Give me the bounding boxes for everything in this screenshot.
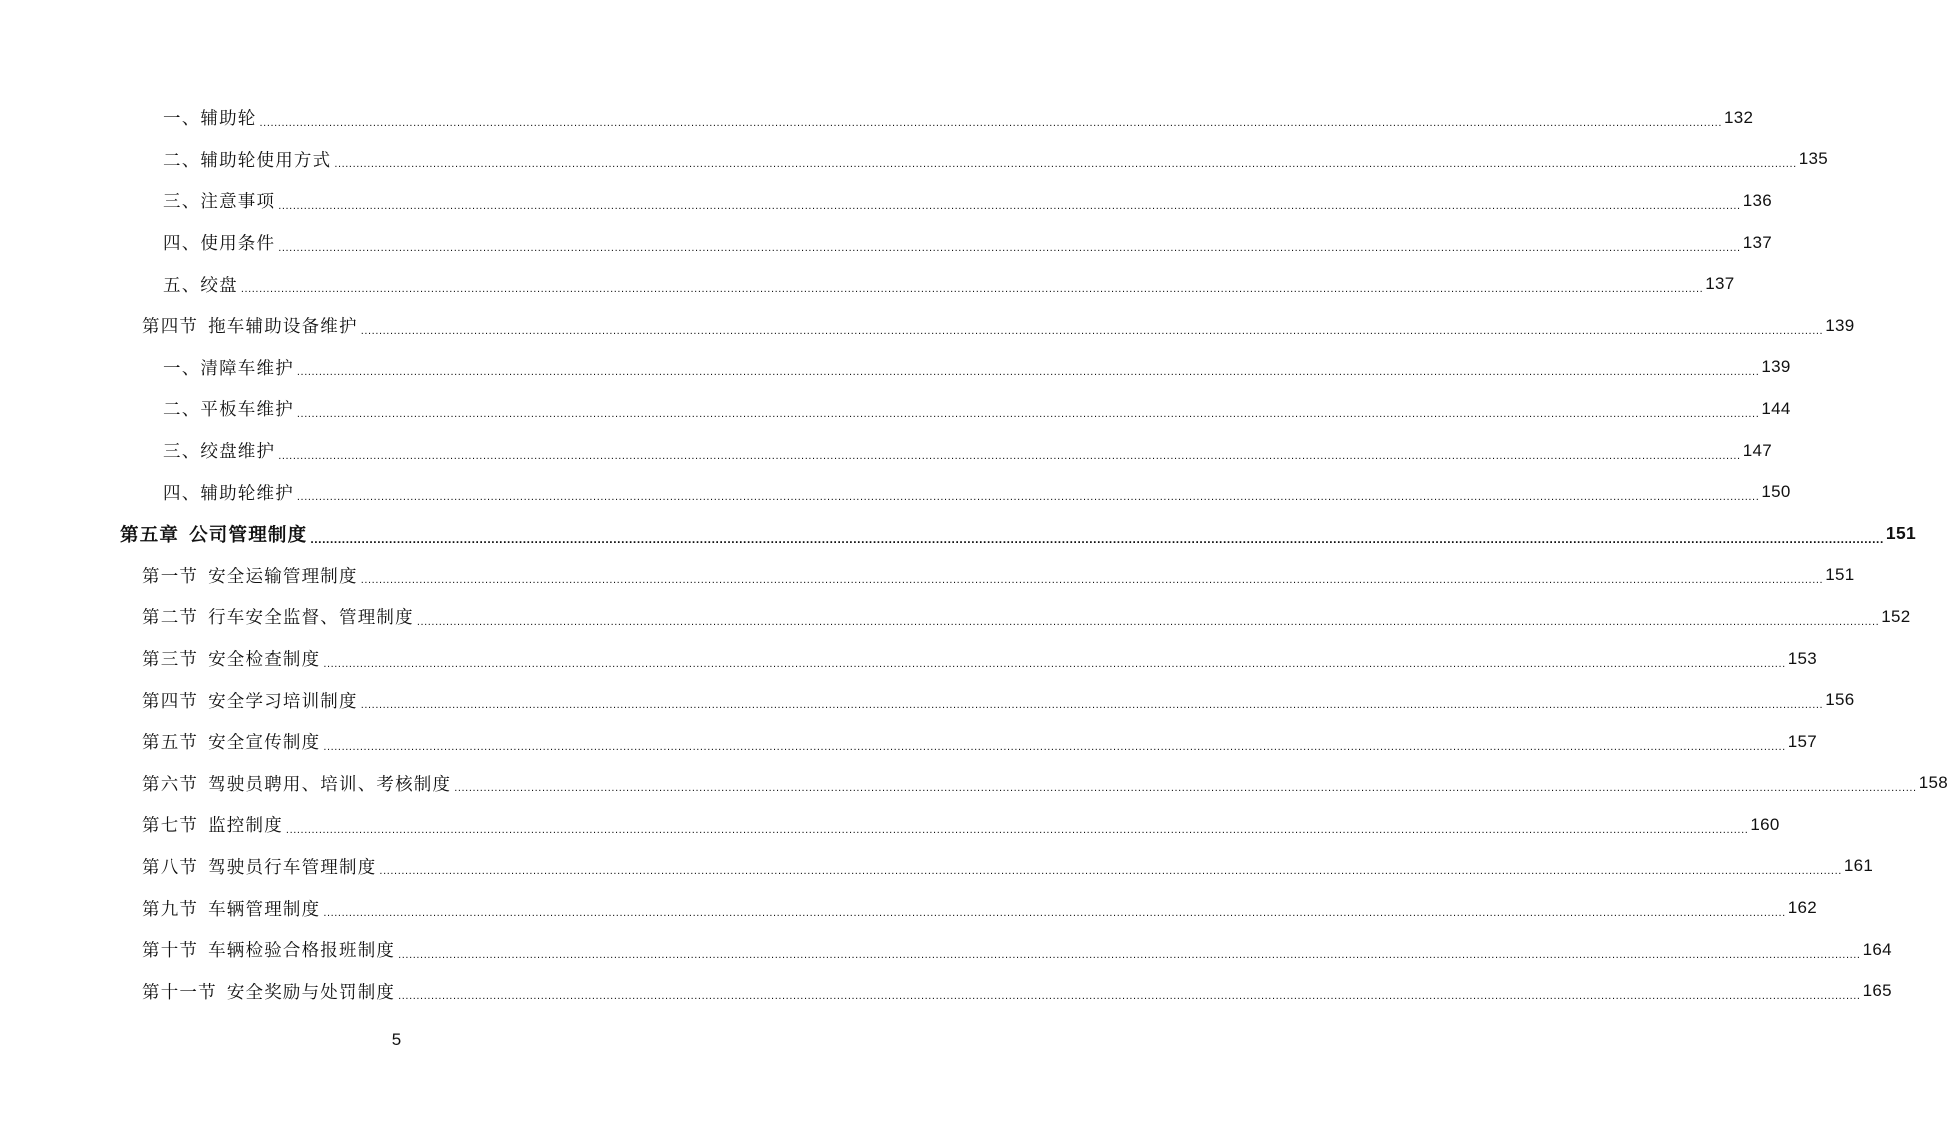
toc-entry[interactable] xyxy=(0,471,1791,513)
toc-entry-text: 安全学习培训制度 xyxy=(208,691,358,712)
toc-entry-page: 151 xyxy=(1825,565,1855,585)
toc-entry-label: 第四节 xyxy=(142,691,199,712)
toc-entry-text: 辅助轮维护 xyxy=(200,483,294,504)
toc-entry-title xyxy=(163,188,275,213)
toc-leader-dots: ................................................................................................................................................................................................................................................................................................................................................................................................................ xyxy=(278,241,1741,254)
toc-entry-title xyxy=(163,230,275,255)
toc-entry-text: 绞盘维护 xyxy=(200,442,276,463)
toc-entry-label: 第一节 xyxy=(142,566,199,587)
toc-entry[interactable] xyxy=(0,596,1911,638)
toc-entry-title xyxy=(142,729,320,754)
toc-leader-dots: ................................................................................................................................................................................................................................................................................................................................................................................................................ xyxy=(360,574,1824,587)
toc-entry[interactable] xyxy=(0,638,1818,680)
toc-entry-text: 拖车辅助设备维护 xyxy=(208,317,358,338)
toc-entry-label: 四、 xyxy=(163,483,201,504)
toc-entry-label: 第四节 xyxy=(142,317,199,338)
toc-entry-title xyxy=(142,563,358,588)
toc-entry[interactable] xyxy=(0,887,1818,929)
toc-entry-text: 绞盘 xyxy=(200,275,238,296)
toc-entry-title xyxy=(163,105,257,130)
toc-entry-page: 153 xyxy=(1787,648,1818,668)
toc-entry-title xyxy=(142,688,358,713)
toc-entry[interactable] xyxy=(0,763,1948,805)
table-of-contents xyxy=(0,97,1948,1012)
toc-entry-page: 135 xyxy=(1798,149,1829,169)
toc-leader-dots: ................................................................................................................................................................................................................................................................................................................................................................................................................ xyxy=(259,116,1722,129)
toc-entry-page: 160 xyxy=(1750,814,1780,834)
toc-entry-title xyxy=(142,937,395,962)
toc-entry-title xyxy=(163,147,331,172)
toc-entry[interactable] xyxy=(0,929,1892,971)
toc-entry[interactable] xyxy=(0,679,1855,721)
toc-entry-label: 第九节 xyxy=(142,899,199,920)
toc-leader-dots: ................................................................................................................................................................................................................................................................................................................................................................................................................ xyxy=(285,823,1749,836)
toc-entry-label: 第五节 xyxy=(142,733,199,754)
toc-entry[interactable] xyxy=(0,347,1791,389)
toc-entry-title xyxy=(142,854,376,879)
toc-entry-text: 车辆管理制度 xyxy=(208,899,321,920)
toc-leader-dots: ................................................................................................................................................................................................................................................................................................................................................................................................................ xyxy=(278,199,1741,212)
toc-entry-page: 151 xyxy=(1885,523,1917,544)
toc-entry-title xyxy=(142,812,283,837)
toc-entry-label: 第八节 xyxy=(142,857,199,878)
toc-entry-text: 安全奖励与处罚制度 xyxy=(226,982,396,1003)
toc-entry[interactable] xyxy=(0,263,1735,305)
toc-entry-text: 清障车维护 xyxy=(200,358,294,379)
toc-leader-dots: ................................................................................................................................................................................................................................................................................................................................................................................................................ xyxy=(240,283,1704,296)
toc-entry[interactable] xyxy=(0,513,1917,555)
toc-entry-page: 156 xyxy=(1825,690,1855,710)
toc-leader-dots: ................................................................................................................................................................................................................................................................................................................................................................................................................ xyxy=(278,449,1741,462)
toc-entry-text: 安全检查制度 xyxy=(208,650,321,671)
toc-entry-label: 第二节 xyxy=(142,608,199,629)
toc-leader-dots: ................................................................................................................................................................................................................................................................................................................................................................................................................ xyxy=(416,615,1880,628)
toc-leader-dots: ................................................................................................................................................................................................................................................................................................................................................................................................................ xyxy=(296,491,1760,504)
toc-entry-label: 四、 xyxy=(163,234,201,255)
toc-entry-page: 144 xyxy=(1761,398,1791,418)
toc-entry-page: 165 xyxy=(1862,981,1892,1001)
toc-entry[interactable] xyxy=(0,846,1874,888)
toc-entry-label: 一、 xyxy=(163,358,201,379)
toc-entry-title xyxy=(142,646,320,671)
toc-entry-page: 139 xyxy=(1825,315,1855,335)
toc-entry-page: 157 xyxy=(1787,731,1818,751)
toc-entry-title xyxy=(142,896,320,921)
toc-entry-label: 第三节 xyxy=(142,650,199,671)
toc-entry-text: 行车安全监督、管理制度 xyxy=(208,608,414,629)
toc-entry-label: 一、 xyxy=(163,109,201,130)
toc-entry-text: 驾驶员聘用、培训、考核制度 xyxy=(208,774,452,795)
toc-entry-label: 第七节 xyxy=(142,816,199,837)
toc-leader-dots: ................................................................................................................................................................................................................................................................................................................................................................................................................ xyxy=(454,782,1917,795)
toc-entry-title xyxy=(163,355,294,380)
toc-leader-dots: ................................................................................................................................................................................................................................................................................................................................................................................................................ xyxy=(296,407,1760,420)
toc-entry-text: 注意事项 xyxy=(200,192,276,213)
toc-entry[interactable] xyxy=(0,97,1754,139)
toc-entry-page: 161 xyxy=(1843,856,1874,876)
toc-entry[interactable] xyxy=(0,555,1855,597)
toc-entry-title xyxy=(142,604,414,629)
toc-entry-title xyxy=(163,272,238,297)
toc-entry-title xyxy=(142,313,358,338)
toc-leader-dots: ................................................................................................................................................................................................................................................................................................................................................................................................................ xyxy=(323,907,1786,920)
toc-entry-text: 监控制度 xyxy=(208,816,283,837)
toc-entry-label: 第十节 xyxy=(142,941,199,962)
toc-entry-text: 平板车维护 xyxy=(200,400,294,421)
toc-leader-dots: ................................................................................................................................................................................................................................................................................................................................................................................................................ xyxy=(323,657,1786,670)
toc-entry[interactable] xyxy=(0,222,1772,264)
toc-entry[interactable] xyxy=(0,970,1892,1012)
toc-entry-page: 152 xyxy=(1881,606,1911,626)
toc-leader-dots: ................................................................................................................................................................................................................................................................................................................................................................................................................ xyxy=(360,324,1824,337)
page-number: 5 xyxy=(391,1030,402,1049)
toc-entry-title xyxy=(142,771,451,796)
toc-leader-dots: ................................................................................................................................................................................................................................................................................................................................................................................................................ xyxy=(323,740,1786,753)
toc-entry-text: 公司管理制度 xyxy=(189,524,308,546)
toc-entry-page: 136 xyxy=(1742,190,1772,210)
toc-entry-label: 二、 xyxy=(163,150,201,171)
toc-entry-title xyxy=(120,521,307,547)
toc-entry-label: 三、 xyxy=(163,442,201,463)
toc-entry-label: 二、 xyxy=(163,400,201,421)
toc-entry-text: 辅助轮使用方式 xyxy=(200,150,332,171)
toc-entry-page: 150 xyxy=(1761,482,1791,502)
toc-entry[interactable] xyxy=(0,305,1855,347)
toc-entry-title xyxy=(163,480,294,505)
toc-entry-page: 137 xyxy=(1742,232,1772,252)
toc-entry-page: 137 xyxy=(1705,274,1735,294)
toc-entry[interactable] xyxy=(0,721,1818,763)
toc-entry-text: 使用条件 xyxy=(200,234,276,255)
toc-entry-page: 132 xyxy=(1723,107,1754,127)
toc-entry-title xyxy=(163,396,294,421)
toc-entry-page: 139 xyxy=(1761,357,1791,377)
toc-entry[interactable] xyxy=(0,139,1829,181)
toc-entry[interactable] xyxy=(0,180,1772,222)
toc-entry-page: 162 xyxy=(1787,898,1818,918)
toc-entry-label: 第五章 xyxy=(120,524,180,546)
toc-entry[interactable] xyxy=(0,804,1780,846)
toc-leader-dots: ................................................................................................................................................................................................................................................................................................................................................................................................................ xyxy=(379,865,1842,878)
toc-entry-label: 五、 xyxy=(163,275,201,296)
toc-entry[interactable] xyxy=(0,430,1772,472)
toc-entry-title xyxy=(142,979,395,1004)
toc-leader-dots: ................................................................................................................................................................................................................................................................................................................................................................................................................ xyxy=(398,990,1861,1003)
toc-entry-title xyxy=(163,438,275,463)
toc-leader-dots: ................................................................................................................................................................................................................................................................................................................................................................................................................ xyxy=(334,158,1797,171)
toc-entry[interactable] xyxy=(0,388,1791,430)
toc-entry-text: 车辆检验合格报班制度 xyxy=(208,941,396,962)
toc-leader-dots: ................................................................................................................................................................................................................................................................................................................................................................................................................ xyxy=(360,699,1824,712)
toc-leader-dots: ................................................................................................................................................................................................................................................................................................................................................................................................................ xyxy=(296,366,1760,379)
toc-entry-page: 164 xyxy=(1862,939,1892,959)
toc-entry-label: 第六节 xyxy=(142,774,199,795)
toc-entry-label: 第十一节 xyxy=(142,982,217,1003)
toc-entry-page: 147 xyxy=(1742,440,1772,460)
toc-entry-text: 安全宣传制度 xyxy=(208,733,321,754)
toc-leader-dots: ................................................................................................................................................................................................................................................................................................................................................................................................................ xyxy=(398,948,1861,961)
toc-entry-text: 辅助轮 xyxy=(200,109,257,130)
toc-entry-text: 安全运输管理制度 xyxy=(208,566,358,587)
toc-entry-text: 驾驶员行车管理制度 xyxy=(208,857,377,878)
toc-entry-page: 158 xyxy=(1918,773,1948,793)
toc-leader-dots: ................................................................................................................................................................................................................................................................................................................................................................................................................ xyxy=(310,531,1884,546)
toc-entry-label: 三、 xyxy=(163,192,201,213)
